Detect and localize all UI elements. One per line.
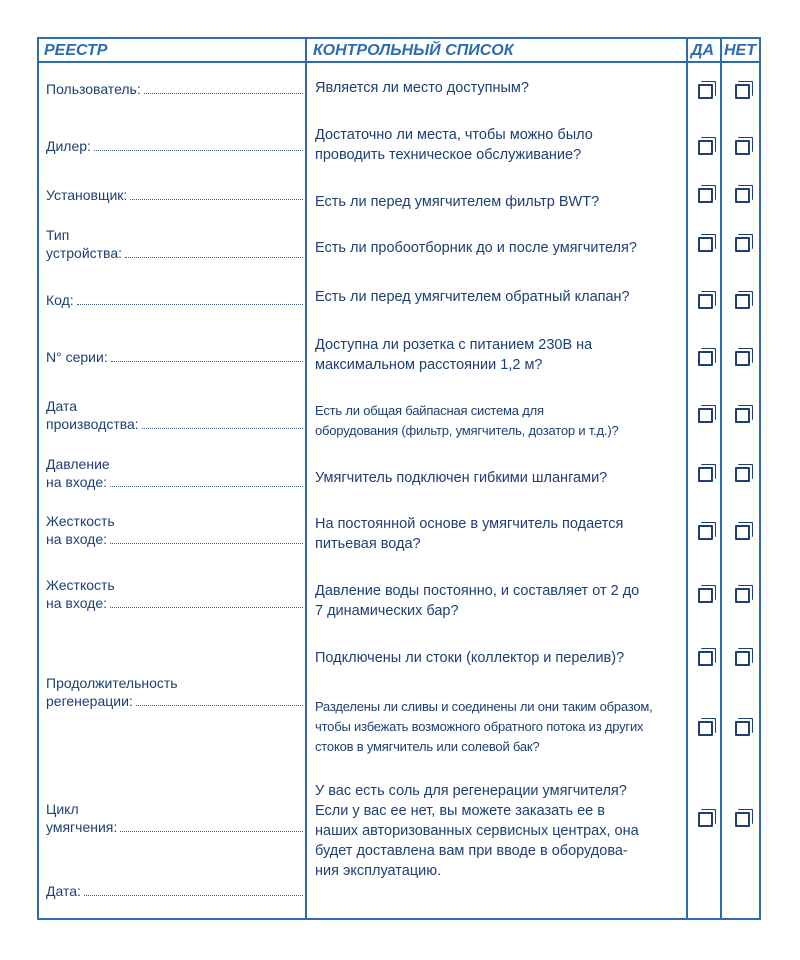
registry-field[interactable]: [46, 80, 303, 98]
checklist-question: [315, 125, 685, 165]
checklist-question: [315, 238, 685, 258]
checklist-question-line: стоков в умягчитель или солевой бак?: [315, 739, 540, 754]
registry-field-label: Дата:: [46, 883, 81, 899]
registry-field[interactable]: [46, 186, 303, 204]
no-checkbox[interactable]: [735, 188, 750, 203]
checklist-question: [315, 514, 685, 554]
registry-field-label: производства:: [46, 416, 139, 432]
checklist-question-line: Умягчитель подключен гибкими шлангами?: [315, 470, 608, 486]
registry-field-label: Тип: [46, 227, 70, 243]
registry-field-input-line[interactable]: [144, 81, 303, 94]
yes-checkbox[interactable]: [698, 525, 713, 540]
checklist-question-line: Есть ли пробоотборник до и после умягчителя?: [315, 240, 637, 256]
registry-field[interactable]: [46, 137, 303, 155]
column-divider-yes: [686, 37, 688, 920]
checklist-question: [315, 287, 685, 307]
registry-field-label: Дата: [46, 398, 78, 414]
yes-checkbox[interactable]: [698, 651, 713, 666]
registry-field-label: Дилер:: [46, 138, 91, 154]
checklist-question-line: Есть ли общая байпасная система для: [315, 403, 544, 418]
yes-checkbox[interactable]: [698, 588, 713, 603]
yes-checkbox[interactable]: [698, 351, 713, 366]
registry-field-input-line[interactable]: [120, 819, 303, 832]
registry-field[interactable]: [46, 512, 303, 548]
registry-field-input-line[interactable]: [110, 595, 303, 608]
registry-field[interactable]: [46, 455, 303, 491]
checklist-question-line: максимальном расстоянии 1,2 м?: [315, 357, 543, 373]
yes-checkbox[interactable]: [698, 237, 713, 252]
registry-field-input-line[interactable]: [111, 349, 303, 362]
registry-field-label: Жесткость: [46, 513, 115, 529]
registry-field-input-line[interactable]: [84, 883, 303, 896]
registry-field-label: Код:: [46, 292, 74, 308]
yes-checkbox[interactable]: [698, 84, 713, 99]
registry-field[interactable]: [46, 800, 303, 836]
no-checkbox[interactable]: [735, 408, 750, 423]
checklist-question-line: наших авторизованных сервисных центрах, она: [315, 823, 639, 839]
registry-field-label: Продолжительность: [46, 675, 178, 691]
checklist-question: [315, 648, 685, 668]
registry-field-input-line[interactable]: [125, 245, 303, 258]
yes-checkbox[interactable]: [698, 812, 713, 827]
registry-field-label: Давление: [46, 456, 110, 472]
yes-checkbox[interactable]: [698, 408, 713, 423]
yes-checkbox[interactable]: [698, 467, 713, 482]
registry-field-input-line[interactable]: [130, 187, 303, 200]
checklist-question-line: Если у вас ее нет, вы можете заказать ее в: [315, 803, 605, 819]
registry-field-label: Цикл: [46, 801, 79, 817]
yes-header: ДА: [691, 42, 715, 59]
registry-field-label: устройства:: [46, 245, 123, 261]
registry-field-input-line[interactable]: [94, 138, 303, 151]
checklist-question: [315, 581, 685, 621]
registry-field-label: Установщик:: [46, 187, 128, 203]
yes-checkbox[interactable]: [698, 721, 713, 736]
checklist-question-line: Достаточно ли места, чтобы можно было: [315, 127, 593, 143]
checklist-question-line: Доступна ли розетка с питанием 230В на: [315, 337, 593, 353]
no-checkbox[interactable]: [735, 525, 750, 540]
no-checkbox[interactable]: [735, 467, 750, 482]
checklist-question-line: 7 динамических бар?: [315, 603, 459, 619]
checklist-question-line: Есть ли перед умягчителем фильтр BWT?: [315, 194, 600, 210]
no-checkbox[interactable]: [735, 237, 750, 252]
no-checkbox[interactable]: [735, 140, 750, 155]
registry-field[interactable]: [46, 576, 303, 612]
registry-field[interactable]: [46, 291, 303, 309]
registry-field[interactable]: [46, 882, 303, 900]
no-header: НЕТ: [724, 42, 756, 59]
checklist-question: [315, 192, 685, 212]
no-checkbox[interactable]: [735, 351, 750, 366]
no-checkbox[interactable]: [735, 651, 750, 666]
registry-field-label: умягчения:: [46, 819, 118, 835]
column-divider-registry: [305, 37, 307, 920]
registry-field-input-line[interactable]: [110, 531, 303, 544]
registry-field-label: Жесткость: [46, 577, 115, 593]
checklist-question: [315, 78, 685, 98]
checklist-question-line: На постоянной основе в умягчитель подается: [315, 516, 624, 532]
registry-field-label: на входе:: [46, 531, 108, 547]
registry-field-input-line[interactable]: [142, 416, 303, 429]
checklist-question-line: проводить техническое обслуживание?: [315, 147, 582, 163]
checklist-question-line: Является ли место доступным?: [315, 80, 529, 96]
column-divider-no: [720, 37, 722, 920]
no-checkbox[interactable]: [735, 812, 750, 827]
registry-field-label: N° серии:: [46, 349, 108, 365]
checklist-question-line: будет доставлена вам при вводе в оборудова-: [315, 843, 628, 859]
checklist-header: КОНТРОЛЬНЫЙ СПИСОК: [313, 42, 514, 59]
registry-header: РЕЕСТР: [44, 42, 108, 59]
no-checkbox[interactable]: [735, 84, 750, 99]
registry-field-input-line[interactable]: [77, 292, 303, 305]
checklist-question: [315, 697, 685, 757]
registry-field-label: на входе:: [46, 595, 108, 611]
registry-field-input-line[interactable]: [110, 474, 303, 487]
yes-checkbox[interactable]: [698, 188, 713, 203]
registry-field-label: на входе:: [46, 474, 108, 490]
checklist-question: [315, 781, 685, 881]
checklist-question-line: чтобы избежать возможного обратного потока из других: [315, 719, 644, 734]
registry-field-input-line[interactable]: [136, 693, 303, 706]
checklist-question-line: Разделены ли сливы и соединены ли они таким образом,: [315, 699, 653, 714]
no-checkbox[interactable]: [735, 294, 750, 309]
registry-field[interactable]: [46, 348, 303, 366]
checklist-question: [315, 468, 685, 488]
checklist-question-line: Есть ли перед умягчителем обратный клапан?: [315, 289, 630, 305]
checklist-question: [315, 335, 685, 375]
checklist-question-line: У вас есть соль для регенерации умягчителя?: [315, 783, 627, 799]
checklist-question-line: питьевая вода?: [315, 536, 421, 552]
checklist-question-line: Подключены ли стоки (коллектор и перелив)?: [315, 650, 625, 666]
checklist-question-line: ния эксплуатацию.: [315, 863, 442, 879]
checklist-question-line: оборудования (фильтр, умягчитель, дозатор и т.д.)?: [315, 423, 619, 438]
registry-field[interactable]: [46, 226, 303, 262]
no-checkbox[interactable]: [735, 721, 750, 736]
checklist-question-line: Давление воды постоянно, и составляет от 2 до: [315, 583, 640, 599]
checklist-question: [315, 401, 685, 441]
registry-field[interactable]: [46, 397, 303, 433]
yes-checkbox[interactable]: [698, 294, 713, 309]
registry-field[interactable]: [46, 674, 303, 710]
registry-field-label: Пользователь:: [46, 81, 141, 97]
registry-field-label: регенерации:: [46, 693, 133, 709]
no-checkbox[interactable]: [735, 588, 750, 603]
yes-checkbox[interactable]: [698, 140, 713, 155]
